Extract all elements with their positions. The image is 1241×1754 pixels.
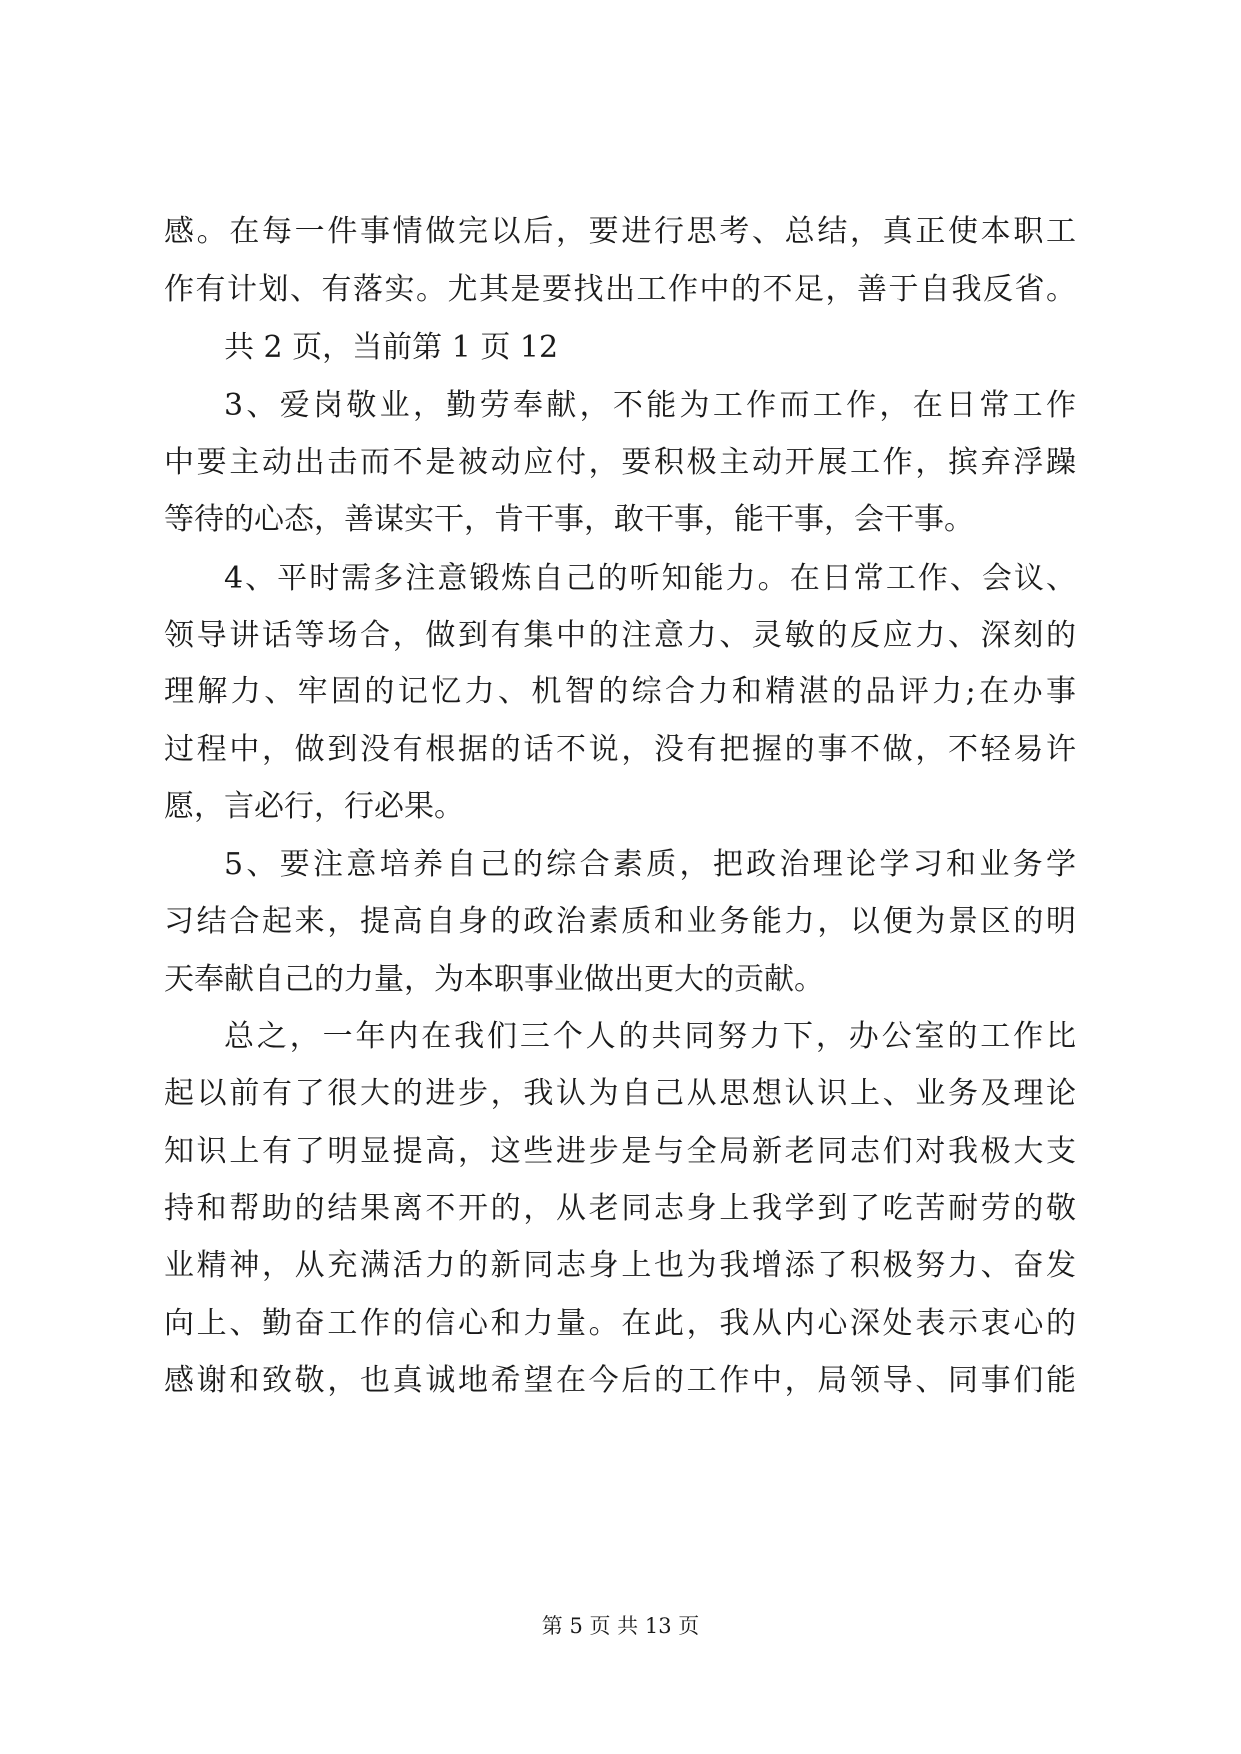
body-text-line: 3、爱岗敬业，勤劳奉献，不能为工作而工作，在日常工作 — [224, 388, 1076, 423]
body-text-line: 习结合起来，提高自身的政治素质和业务能力，以便为景区的明 — [164, 904, 1076, 939]
body-text-line: 感。在每一件事情做完以后，要进行思考、总结，真正使本职工 — [164, 214, 1076, 249]
page-footer: 第 5 页 共 13 页 — [541, 1614, 700, 1638]
body-text-line: 作有计划、有落实。尤其是要找出工作中的不足，善于自我反省。 — [164, 272, 1076, 307]
body-text-line: 愿，言必行，行必果。 — [164, 789, 464, 824]
body-text-line: 向上、勤奋工作的信心和力量。在此，我从内心深处表示衷心的 — [164, 1306, 1076, 1341]
body-text-line: 等待的心态，善谋实干，肯干事，敢干事，能干事，会干事。 — [164, 502, 974, 537]
body-text-line: 理解力、牢固的记忆力、机智的综合力和精湛的品评力;在办事 — [164, 674, 1076, 709]
body-text-line: 5、要注意培养自己的综合素质，把政治理论学习和业务学 — [224, 847, 1076, 882]
body-text-line: 总之，一年内在我们三个人的共同努力下，办公室的工作比 — [224, 1019, 1076, 1054]
body-text-line: 中要主动出击而不是被动应付，要积极主动开展工作，摈弃浮躁 — [164, 445, 1076, 480]
body-text-line: 过程中，做到没有根据的话不说，没有把握的事不做，不轻易许 — [164, 732, 1076, 767]
body-text-line: 领导讲话等场合，做到有集中的注意力、灵敏的反应力、深刻的 — [164, 618, 1076, 653]
body-text-line: 起以前有了很大的进步，我认为自己从思想认识上、业务及理论 — [164, 1076, 1076, 1111]
body-text-line: 感谢和致敬，也真诚地希望在今后的工作中，局领导、同事们能 — [164, 1363, 1076, 1398]
page-count-note: 共 2 页，当前第 1 页 12 — [224, 330, 559, 365]
body-text-line: 4、平时需多注意锻炼自己的听知能力。在日常工作、会议、 — [224, 561, 1076, 596]
body-text-line: 业精神，从充满活力的新同志身上也为我增添了积极努力、奋发 — [164, 1248, 1076, 1283]
body-text-line: 天奉献自己的力量，为本职事业做出更大的贡献。 — [164, 962, 824, 997]
body-text-line: 知识上有了明显提高，这些进步是与全局新老同志们对我极大支 — [164, 1134, 1076, 1169]
body-text-line: 持和帮助的结果离不开的，从老同志身上我学到了吃苦耐劳的敬 — [164, 1191, 1076, 1226]
